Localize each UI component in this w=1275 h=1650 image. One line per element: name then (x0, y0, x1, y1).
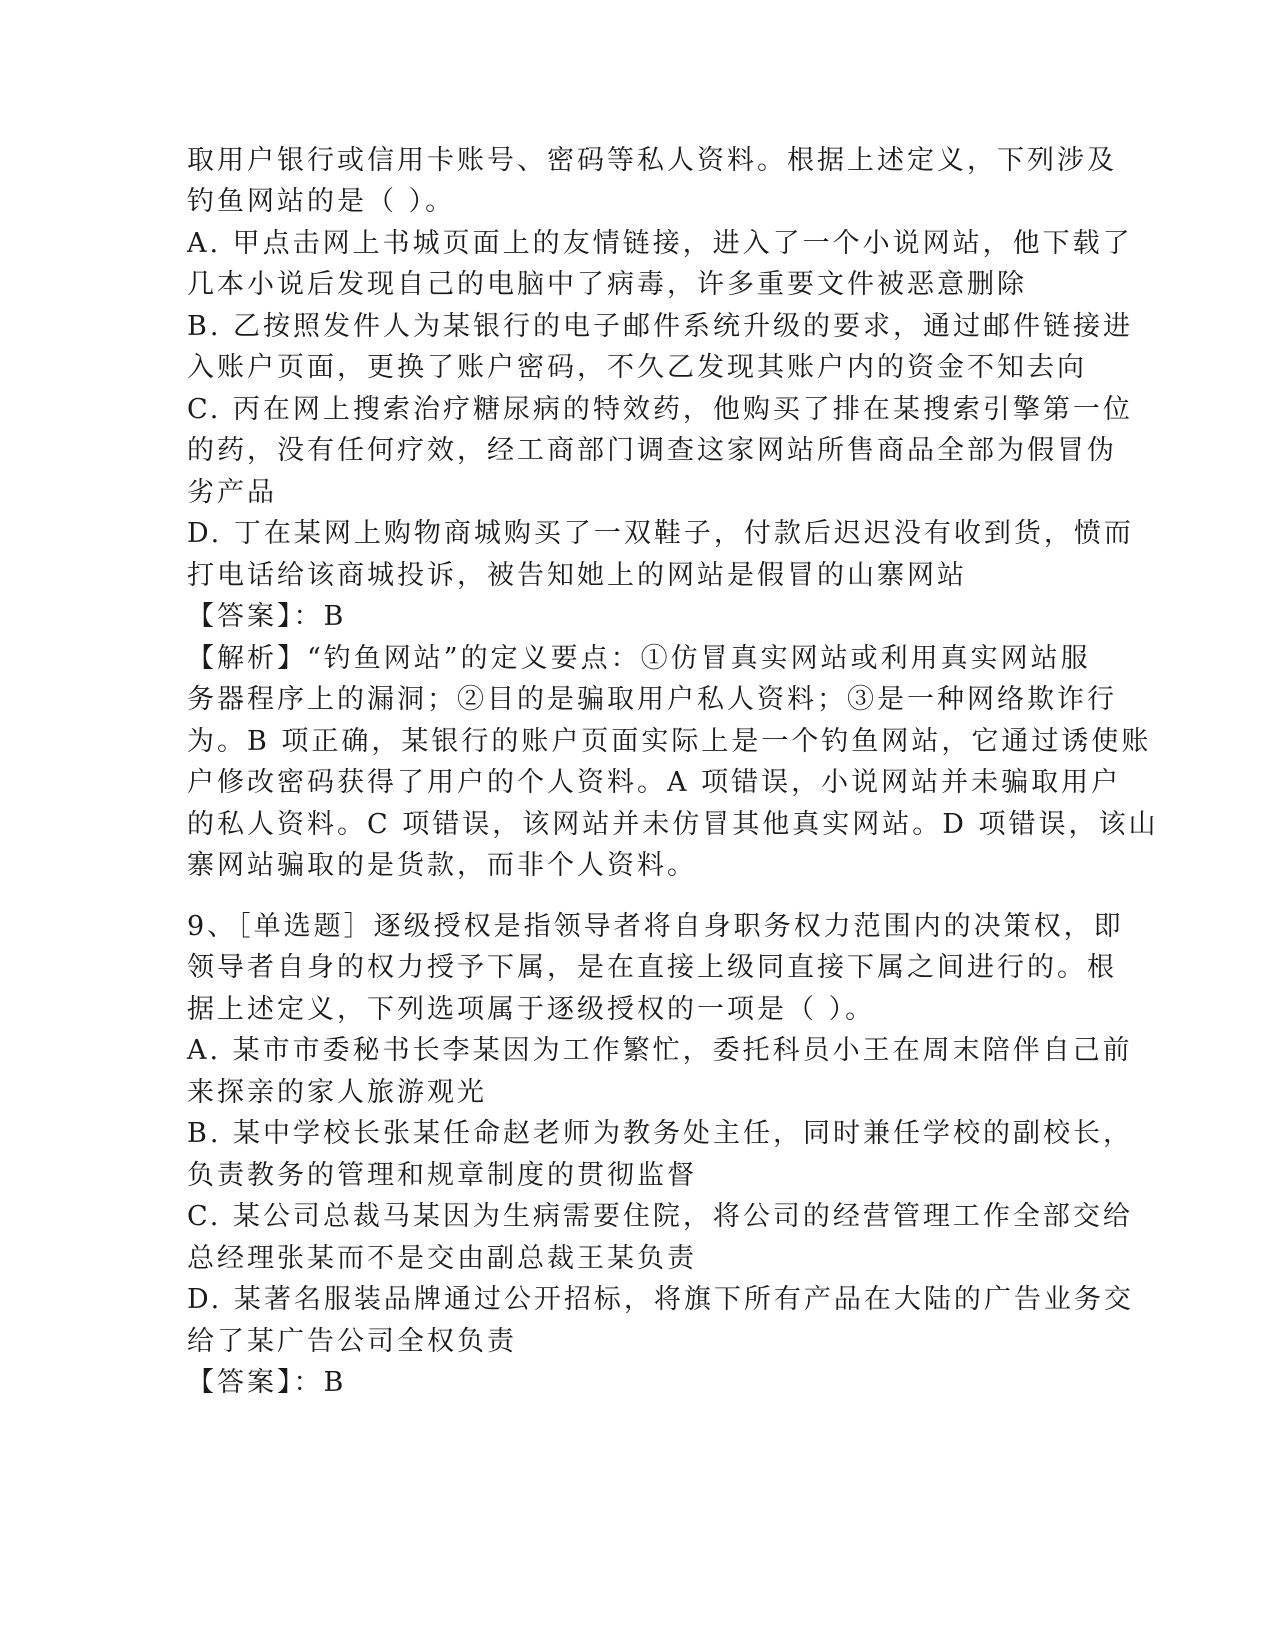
q8-analysis-line-4: 户修改密码获得了用户的个人资料。A 项错误，小说网站并未骗取用户 (187, 767, 1122, 798)
q9-option-a-line-2: 来探亲的家人旅游观光 (187, 1077, 487, 1108)
q8-option-b-line-2: 入账户页面，更换了账户密码，不久乙发现其账户内的资金不知去向 (187, 352, 1087, 383)
q8-option-b-line-1: B. 乙按照发件人为某银行的电子邮件系统升级的要求，通过邮件链接进 (187, 311, 1134, 342)
q8-analysis-line-1: 【解析】“钓鱼网站”的定义要点：①仿冒真实网站或利用真实网站服 (187, 643, 1091, 674)
q9-option-b-line-1: B. 某中学校长张某任命赵老师为教务处主任，同时兼任学校的副校长， (187, 1118, 1134, 1149)
q8-stem-line-2: 钓鱼网站的是（ ）。 (187, 186, 456, 217)
q9-option-a-line-1: A. 某市市委秘书长李某因为工作繁忙，委托科员小王在周末陪伴自己前 (187, 1035, 1133, 1066)
q9-stem-line-1: 9、［单选题］逐级授权是指领导者将自身职务权力范围内的决策权，即 (187, 911, 1124, 942)
q9-option-d-line-1: D. 某著名服装品牌通过公开招标，将旗下所有产品在大陆的广告业务交 (187, 1284, 1134, 1315)
q8-option-c-line-3: 劣产品 (187, 477, 277, 508)
q9-stem-line-3: 据上述定义，下列选项属于逐级授权的一项是（ ）。 (187, 994, 876, 1025)
q8-option-d-line-1: D. 丁在某网上购物商城购买了一双鞋子，付款后迟迟没有收到货，愤而 (187, 518, 1134, 549)
q8-analysis-line-2: 务器程序上的漏洞；②目的是骗取用户私人资料；③是一种网络欺诈行 (187, 684, 1117, 715)
q8-option-a-line-1: A. 甲点击网上书城页面上的友情链接，进入了一个小说网站，他下载了 (187, 228, 1133, 259)
q9-option-c-line-2: 总经理张某而不是交由副总裁王某负责 (187, 1243, 697, 1274)
q9-option-c-line-1: C. 某公司总裁马某因为生病需要住院，将公司的经营管理工作全部交给 (187, 1201, 1133, 1232)
q9-option-b-line-2: 负责教务的管理和规章制度的贯彻监督 (187, 1160, 697, 1191)
q9-option-d-line-2: 给了某广告公司全权负责 (187, 1326, 517, 1357)
q8-option-c-line-2: 的药，没有任何疗效，经工商部门调查这家网站所售商品全部为假冒伪 (187, 435, 1117, 466)
q8-answer: 【答案】：B (187, 601, 347, 632)
q9-stem-line-2: 领导者自身的权力授予下属，是在直接上级同直接下属之间进行的。根 (187, 952, 1117, 983)
q8-analysis-line-5: 的私人资料。C 项错误，该网站并未仿冒其他真实网站。D 项错误，该山 (187, 809, 1159, 840)
q8-analysis-line-6: 寨网站骗取的是货款，而非个人资料。 (187, 850, 697, 881)
q8-option-c-line-1: C. 丙在网上搜索治疗糖尿病的特效药，他购买了排在某搜索引擎第一位 (187, 394, 1133, 425)
q9-answer: 【答案】：B (187, 1367, 347, 1398)
q8-option-d-line-2: 打电话给该商城投诉，被告知她上的网站是假冒的山寨网站 (187, 560, 967, 591)
q8-stem-line-1: 取用户银行或信用卡账号、密码等私人资料。根据上述定义，下列涉及 (187, 145, 1117, 176)
q8-option-a-line-2: 几本小说后发现自己的电脑中了病毒，许多重要文件被恶意删除 (187, 269, 1027, 300)
q8-analysis-line-3: 为。B 项正确，某银行的账户页面实际上是一个钓鱼网站，它通过诱使账 (187, 726, 1152, 757)
